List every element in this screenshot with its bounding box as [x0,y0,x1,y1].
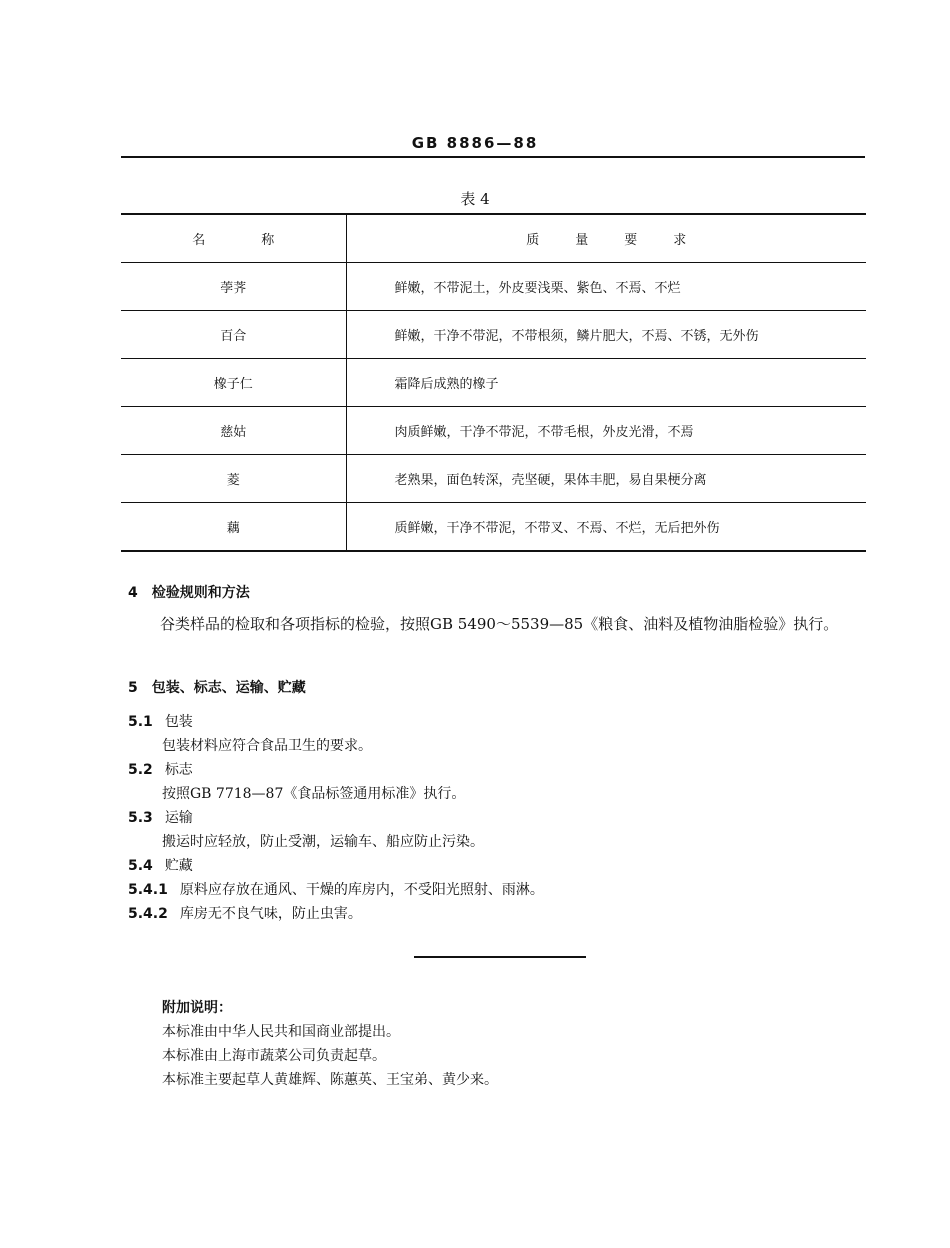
cell-requirement: 鲜嫩，不带泥土，外皮要浅栗、紫色、不焉、不烂 [346,263,866,311]
section-4-heading [128,582,250,602]
item-5-2-text: 按照GB 7718—87《食品标签通用标准》执行。 [162,786,466,802]
cell-requirement: 霜降后成熟的橡子 [346,359,866,407]
cell-name: 藕 [121,503,346,552]
table-row [121,263,866,311]
item-5-1-heading [128,711,193,731]
item-5-2-title: 标志 [164,762,193,778]
section-5-number: 5 [128,680,138,696]
table-row [121,311,866,359]
cell-requirement: 老熟果，面色转深，壳坚硬，果体丰肥，易自果梗分离 [346,455,866,503]
notes-line: 本标准主要起草人黄雄辉、陈蕙英、王宝弟、黄少来。 [162,1072,498,1088]
notes-title: 附加说明： [162,1000,232,1016]
standard-code: GB 8886—88 [411,134,539,152]
cell-requirement: 质鲜嫩，干净不带泥，不带叉、不焉、不烂，无后把外伤 [394,521,720,536]
item-5-4-heading [128,855,193,875]
item-5-4-1-number: 5.4.1 [128,882,168,898]
item-5-3-text: 搬运时应轻放，防止受潮，运输车、船应防止污染。 [162,834,484,850]
notes-line: 本标准由中华人民共和国商业部提出。 [162,1024,400,1040]
cell-name: 百合 [121,311,346,359]
section-4-text: 谷类样品的检取和各项指标的检验，按照GB 5490～5539—85《粮食、油料及植物油脂检验》执行。 [160,615,839,633]
table-title: 表 4 [460,190,490,208]
column-header-name: 名称 [121,214,346,263]
cell-name: 荸荠 [121,263,346,311]
item-5-4-2 [128,903,362,923]
item-5-3-number: 5.3 [128,810,153,826]
table-row [121,503,866,552]
item-5-4-1-text: 原料应存放在通风、干燥的库房内，不受阳光照射、雨淋。 [179,882,544,898]
item-5-3-heading [128,807,193,827]
item-5-4-number: 5.4 [128,858,153,874]
table-row [121,455,866,503]
table-header-row [121,214,866,263]
quality-table [121,213,866,552]
header-rule [121,156,865,158]
table-row [121,407,866,455]
cell-requirement: 肉质鲜嫩，干净不带泥，不带毛根，外皮光滑，不焉 [346,407,866,455]
section-5-heading [128,677,306,697]
item-5-4-1 [128,879,544,899]
item-5-1-text: 包装材料应符合食品卫生的要求。 [162,738,372,754]
cell-requirement: 鲜嫩，干净不带泥，不带根须，鳞片肥大，不焉、不锈，无外伤 [346,311,866,359]
section-4-number: 4 [128,585,138,601]
end-rule [414,956,586,958]
item-5-1-number: 5.1 [128,714,153,730]
item-5-4-2-text: 库房无不良气味，防止虫害。 [179,906,362,922]
item-5-1-title: 包装 [164,714,193,730]
item-5-4-title: 贮藏 [164,858,193,874]
column-header-requirement: 质量要求 [346,214,866,263]
cell-name: 橡子仁 [121,359,346,407]
cell-name: 菱 [121,455,346,503]
item-5-2-heading [128,759,193,779]
item-5-3-title: 运输 [164,810,193,826]
item-5-4-2-number: 5.4.2 [128,906,168,922]
notes-line: 本标准由上海市蔬菜公司负责起草。 [162,1048,386,1064]
item-5-2-number: 5.2 [128,762,153,778]
section-5-title: 包装、标志、运输、贮藏 [151,680,306,696]
section-4-title: 检验规则和方法 [151,585,250,601]
cell-name: 慈姑 [121,407,346,455]
table-row [121,359,866,407]
